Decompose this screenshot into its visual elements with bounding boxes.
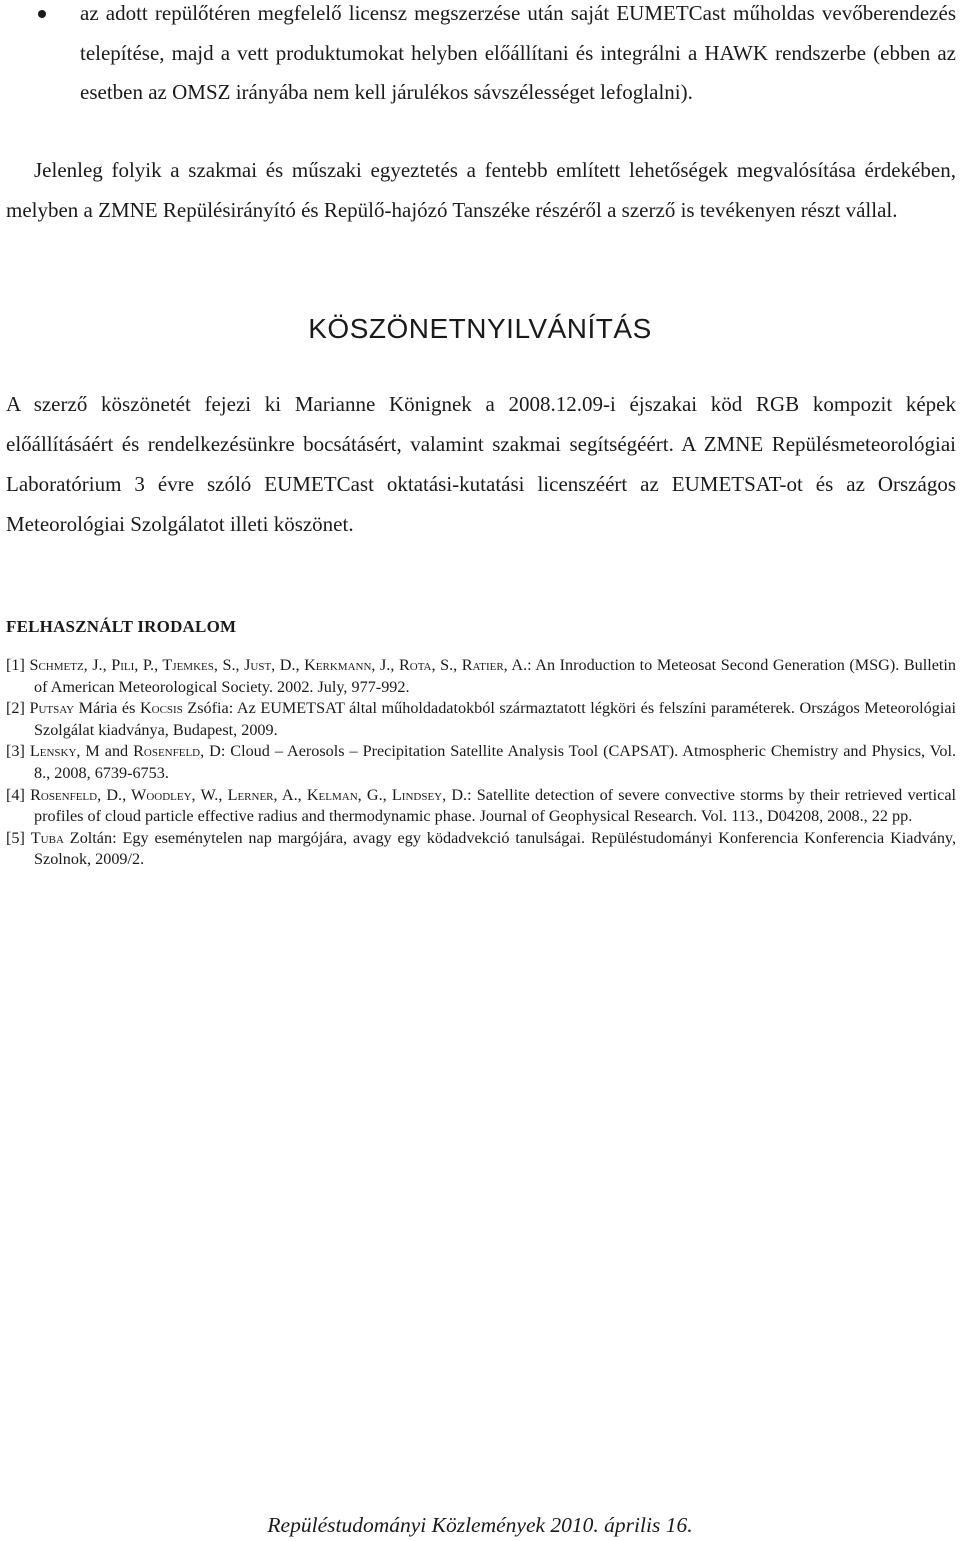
acknowledgement-paragraph: A szerző köszönetét fejezi ki Marianne Könignek a 2008.12.09-i éjszakai köd RGB kompozit képek előállításáért és rendelkezésünkre bocsátásért, valamint szakmai segítségéért. A ZMNE Repülésmeteorológiai Laboratórium 3 évre szóló EUMETCast oktatási-kutatási licenszéért az EUMETSAT-ot és az Országos Meteorológiai Szolgálatot illeti köszönet.: [6, 392, 956, 536]
reference-number: [5]: [6, 828, 25, 847]
reference-item: [6, 655, 956, 698]
reference-details: , D: Cloud – Aerosols – Precipitation Satellite Analysis Tool (CAPSAT). Atmospheric Chemistry and Physics, Vol. 8., 2008, 6739-6753.: [34, 742, 957, 782]
reference-authors: Rosenfeld: [133, 742, 201, 761]
acknowledgement-heading: KÖSZÖNETNYILVÁNÍTÁS: [308, 313, 652, 344]
reference-authors: Putsay: [29, 699, 75, 718]
reference-item: [6, 698, 956, 741]
references-heading: FELHASZNÁLT IRODALOM: [6, 617, 237, 636]
bullet-item-text: az adott repülőtéren megfelelő licensz megszerzése után saját EUMETCast műholdas vevőberendezés telepítése, majd a vett produktumokat helyben előállítani és integrálni a HAWK rendszerbe (ebben az esetben az OMSZ irányába nem kell járulékos sávszélességet lefoglalni).: [80, 1, 956, 104]
reference-authors: Kocsis: [139, 699, 183, 718]
reference-details: , M and: [76, 742, 134, 761]
bullet-icon: [38, 10, 46, 18]
reference-authors: Lensky: [29, 742, 77, 761]
reference-number: [1]: [6, 656, 25, 674]
reference-details: Mária és: [74, 699, 140, 718]
reference-details: Zsófia: Az EUMETSAT által műholdadatokból származtatott légköri és felszíni paraméterek. Országos Meteorológiai Szolgálat kiadványa, Budapest, 2009.: [34, 699, 957, 739]
reference-number: [2]: [6, 699, 25, 718]
reference-authors: Tuba: [30, 828, 64, 847]
reference-details: : Satellite detection of severe convective storms by their retrieved vertical profiles of cloud particle effective radius and thermodynamic phase. Journal of Geophysical Research. Vol. 113., D04208, 2008., 22 pp.: [34, 785, 956, 826]
reference-authors: Rosenfeld, D., Woodley, W., Lerner, A., Kelman, G., Lindsey, D.: [30, 785, 468, 804]
reference-item: [6, 741, 956, 784]
footer-text: Repüléstudományi Közlemények 2010. április 16.: [267, 1513, 693, 1537]
page-footer: [0, 1513, 960, 1538]
reference-number: [3]: [6, 742, 25, 761]
reference-item: [6, 828, 956, 871]
reference-details: Zoltán: Egy eseménytelen nap margójára, avagy egy ködadvekció tanulságai. Repüléstudományi Konferencia Konferencia Kiadvány, Szolnok, 2009/2.: [34, 828, 957, 869]
reference-number: [4]: [6, 785, 25, 804]
paragraph-status: [6, 150, 956, 230]
reference-details: : An Inroduction to Meteosat Second Generation (MSG). Bulletin of American Meteorological Society. 2002. July, 977-992.: [34, 656, 957, 696]
reference-list: [6, 655, 956, 871]
reference-authors: Schmetz, J., Pili, P., Tjemkes, S., Just, D., Kerkmann, J., Rota, S., Ratier, A.: [29, 656, 528, 674]
reference-item: [6, 785, 956, 828]
paragraph-status-text: Jelenleg folyik a szakmai és műszaki egyeztetés a fentebb említett lehetőségek megvalósítása érdekében, melyben a ZMNE Repülésirányító és Repülő-hajózó Tanszéke részéről a szerző is tevékenyen részt vállal.: [6, 158, 956, 222]
